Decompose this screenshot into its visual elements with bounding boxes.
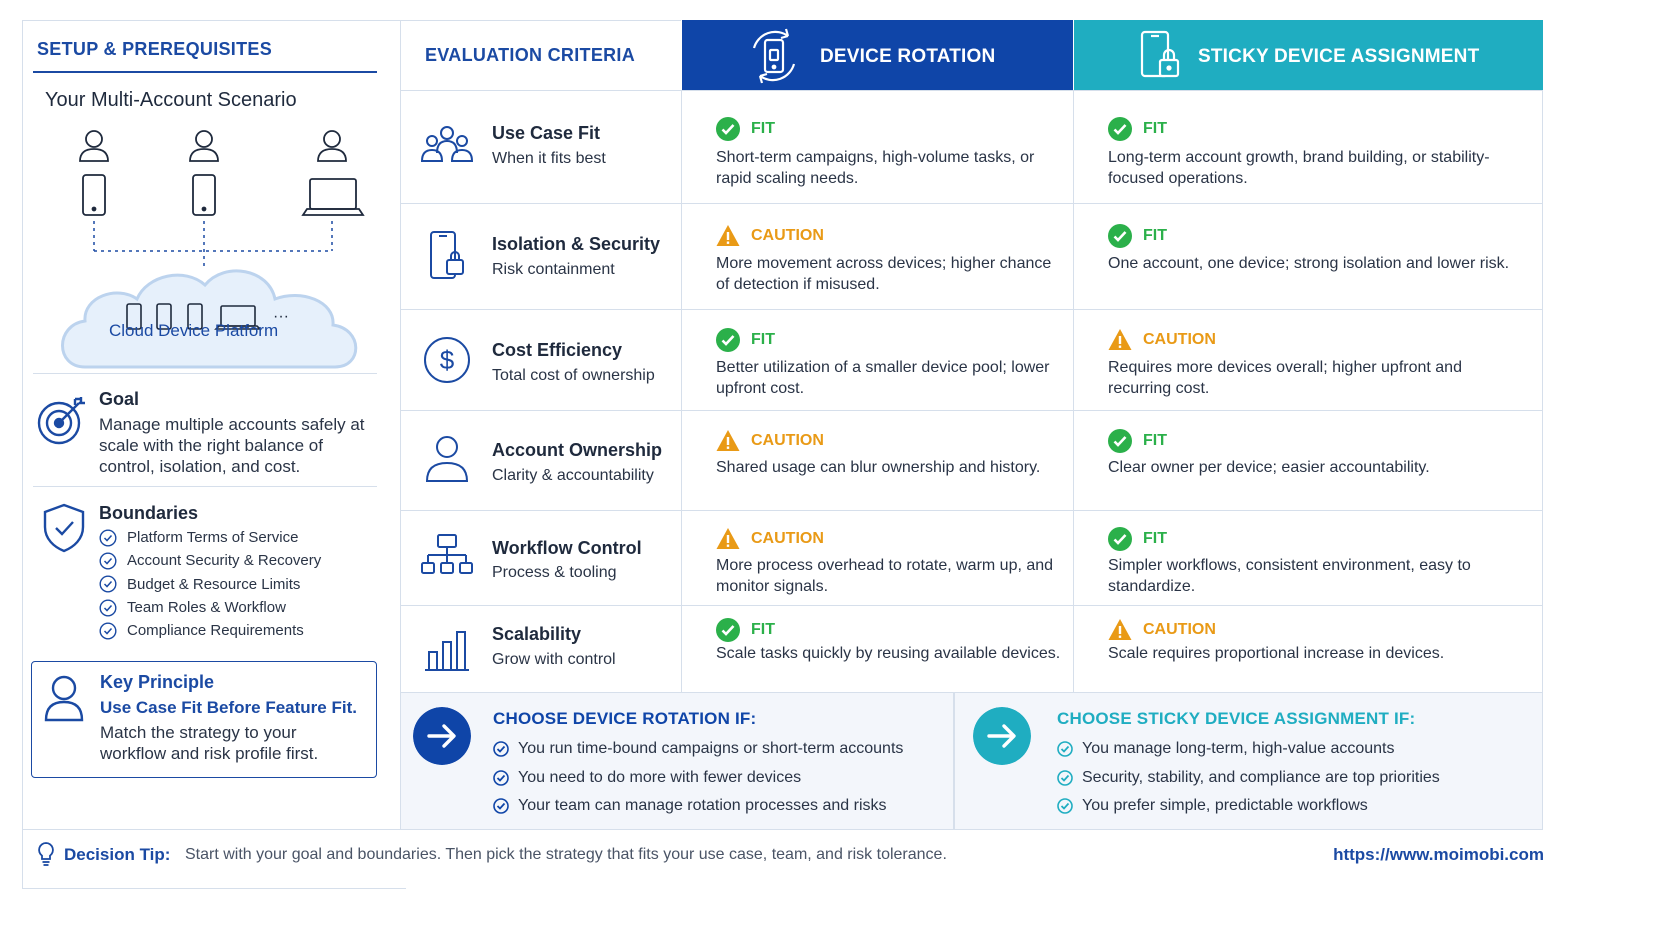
shield-icon (37, 501, 91, 555)
boundary-label: Team Roles & Workflow (127, 599, 286, 617)
table-row (400, 309, 1543, 410)
laptop-icon (303, 179, 363, 215)
status-label: CAUTION (1143, 331, 1216, 348)
cloud-shape (63, 271, 356, 367)
status-label: FIT (1143, 530, 1167, 547)
status-label: FIT (1143, 227, 1167, 244)
warning-icon (1108, 618, 1132, 642)
phone-rotate-icon (744, 26, 804, 86)
check-circle-icon (716, 328, 740, 352)
status-description: Long-term account growth, brand building, or stability-focused operations. (1108, 149, 1490, 187)
criteria-cell (400, 511, 682, 605)
rotation-cell (682, 411, 1074, 510)
scenario-diagram (45, 129, 375, 389)
choose-sticky-list (1057, 735, 1440, 821)
criteria-header (400, 20, 681, 90)
table-row (400, 510, 1543, 605)
rotation-header (682, 20, 1073, 90)
status-description: More process overhead to rotate, warm up, and monitor signals. (716, 557, 1054, 595)
choose-sticky-box (954, 692, 1543, 830)
status-description: One account, one device; strong isolation and lower risk. (1108, 255, 1510, 272)
user-icon (190, 131, 218, 161)
goal-text: Manage multiple accounts safely at scale with the right balance of control, isolation, and cost. (99, 415, 365, 476)
svg-text:$: $ (439, 345, 455, 375)
sticky-cell (1074, 204, 1543, 309)
choose-item-label: You manage long-term, high-value accounts (1082, 740, 1395, 758)
criteria-cell (400, 606, 682, 692)
rotation-cell (682, 310, 1074, 410)
status-label: FIT (751, 120, 775, 137)
boundaries-list (99, 526, 321, 642)
status-label: CAUTION (751, 227, 824, 244)
criteria-header-label: EVALUATION CRITERIA (425, 45, 636, 65)
criteria-title: Cost Efficiency (492, 340, 623, 360)
key-principle-subtitle: Use Case Fit Before Feature Fit. (100, 698, 357, 717)
status-label: FIT (751, 331, 775, 348)
check-circle-icon (1108, 527, 1132, 551)
status-description: More movement across devices; higher chance of detection if misused. (716, 255, 1052, 293)
rotation-cell (682, 606, 1074, 692)
sticky-cell (1074, 606, 1543, 692)
decision-tip-label: Decision Tip: (64, 845, 171, 864)
phone-icon (193, 175, 215, 215)
choose-item-label: You prefer simple, predictable workflows (1082, 797, 1368, 815)
status-badge (716, 618, 775, 642)
status-description: Scale requires proportional increase in devices. (1108, 645, 1445, 662)
phone-lock-icon (419, 228, 475, 284)
check-circle-icon (493, 741, 509, 757)
check-circle-icon (99, 599, 117, 617)
status-badge (716, 429, 824, 453)
criteria-subtitle: Risk containment (492, 261, 615, 278)
check-circle-icon (1108, 117, 1132, 141)
goal-title: Goal (99, 389, 140, 409)
status-label: CAUTION (751, 530, 824, 547)
user-icon (419, 431, 475, 487)
check-circle-icon (1057, 798, 1073, 814)
criteria-subtitle: When it fits best (492, 150, 606, 167)
check-circle-icon (493, 798, 509, 814)
criteria-title: Account Ownership (492, 440, 663, 460)
user-icon (80, 131, 108, 161)
dollar-icon (419, 332, 475, 388)
choose-sticky-title: CHOOSE STICKY DEVICE ASSIGNMENT IF: (1057, 709, 1416, 728)
choose-item-label: You need to do more with fewer devices (518, 768, 802, 786)
status-badge (1108, 117, 1167, 141)
setup-title: SETUP & PREREQUISITES (37, 39, 273, 59)
table-row (400, 90, 1543, 203)
status-badge (1108, 429, 1167, 453)
decision-tip-text: Start with your goal and boundaries. Then pick the strategy that fits your use case, team, and risk tolerance. (185, 846, 947, 863)
scenario-title: Your Multi-Account Scenario (45, 89, 297, 111)
criteria-title: Workflow Control (492, 538, 642, 558)
svg-text:···: ··· (273, 308, 289, 325)
divider (33, 373, 377, 374)
status-label: FIT (751, 621, 775, 638)
status-badge (1108, 618, 1216, 642)
choose-item-label: Security, stability, and compliance are top priorities (1082, 768, 1440, 786)
choose-item-label: Your team can manage rotation processes and risks (518, 797, 887, 815)
criteria-cell (400, 411, 682, 510)
website-link[interactable]: https://www.moimobi.com (1333, 845, 1544, 864)
connector-lines (94, 221, 332, 269)
status-badge (716, 117, 775, 141)
check-circle-icon (716, 117, 740, 141)
user-icon (44, 674, 84, 724)
boundary-label: Account Security & Recovery (127, 552, 322, 570)
check-circle-icon (716, 618, 740, 642)
table-row (400, 203, 1543, 309)
sticky-cell (1074, 411, 1543, 510)
boundary-label: Budget & Resource Limits (127, 575, 301, 593)
check-circle-icon (1108, 224, 1132, 248)
boundary-label: Platform Terms of Service (127, 529, 299, 547)
list-item (493, 735, 903, 764)
list-item (493, 792, 903, 821)
comparison-table (400, 20, 1543, 830)
criteria-title: Scalability (492, 624, 582, 644)
check-circle-icon (1057, 741, 1073, 757)
list-item (1057, 764, 1440, 793)
cloud-label: Cloud Device Platform (109, 321, 279, 340)
boundaries-title: Boundaries (99, 503, 199, 523)
status-description: Clear owner per device; easier accountability. (1108, 459, 1430, 476)
criteria-cell (400, 204, 682, 309)
check-circle-icon (493, 770, 509, 786)
criteria-title: Use Case Fit (492, 123, 601, 143)
warning-icon (1108, 328, 1132, 352)
criteria-subtitle: Clarity & accountability (492, 467, 654, 484)
criteria-subtitle: Total cost of ownership (492, 367, 655, 384)
warning-icon (716, 429, 740, 453)
status-label: FIT (1143, 120, 1167, 137)
table-row (400, 410, 1543, 510)
workflow-icon (419, 529, 475, 585)
setup-title-rule (33, 71, 377, 73)
status-badge (1108, 328, 1216, 352)
status-description: Short-term campaigns, high-volume tasks, or rapid scaling needs. (716, 149, 1035, 187)
status-badge (1108, 224, 1167, 248)
key-principle-title: Key Principle (100, 672, 215, 692)
status-description: Requires more devices overall; higher upfront and recurring cost. (1108, 359, 1462, 397)
choose-rotation-title: CHOOSE DEVICE ROTATION IF: (493, 709, 757, 728)
target-icon (35, 393, 89, 447)
rotation-cell (682, 511, 1074, 605)
phone-lock-icon (1132, 26, 1192, 86)
rotation-header-label: DEVICE ROTATION (820, 46, 996, 67)
choose-rotation-list (493, 735, 903, 821)
list-item (1057, 792, 1440, 821)
list-item (99, 549, 321, 572)
warning-icon (716, 224, 740, 248)
rotation-cell (682, 204, 1074, 309)
sticky-cell (1074, 511, 1543, 605)
check-circle-icon (1057, 770, 1073, 786)
criteria-title: Isolation & Security (492, 234, 661, 254)
bar-chart-icon (419, 622, 475, 678)
lightbulb-icon (36, 841, 56, 867)
status-badge (716, 328, 775, 352)
arrow-right-icon (973, 707, 1031, 765)
warning-icon (716, 527, 740, 551)
table-row (400, 605, 1543, 692)
status-badge (1108, 527, 1167, 551)
status-label: FIT (1143, 432, 1167, 449)
check-circle-icon (99, 575, 117, 593)
status-badge (716, 224, 824, 248)
criteria-cell (400, 310, 682, 410)
status-label: CAUTION (751, 432, 824, 449)
choose-rotation-box (400, 692, 954, 830)
criteria-subtitle: Grow with control (492, 651, 616, 668)
footer-divider (22, 829, 1543, 830)
sticky-cell (1074, 310, 1543, 410)
key-principle-box (31, 661, 377, 778)
status-description: Simpler workflows, consistent environment, easy to standardize. (1108, 557, 1471, 595)
setup-panel (22, 20, 406, 889)
divider (33, 486, 377, 487)
arrow-right-icon (413, 707, 471, 765)
check-circle-icon (99, 529, 117, 547)
sticky-header-label: STICKY DEVICE ASSIGNMENT (1198, 46, 1480, 67)
choose-item-label: You run time-bound campaigns or short-term accounts (518, 740, 904, 758)
users-icon (419, 119, 475, 175)
phone-icon (83, 175, 105, 215)
boundary-label: Compliance Requirements (127, 622, 304, 640)
list-item (1057, 735, 1440, 764)
criteria-subtitle: Process & tooling (492, 564, 617, 581)
check-circle-icon (99, 552, 117, 570)
list-item (99, 526, 321, 549)
status-badge (716, 527, 824, 551)
status-description: Scale tasks quickly by reusing available devices. (716, 645, 1061, 662)
list-item (99, 573, 321, 596)
sticky-cell (1074, 91, 1543, 203)
criteria-cell (400, 91, 682, 203)
status-label: CAUTION (1143, 621, 1216, 638)
status-description: Shared usage can blur ownership and history. (716, 459, 1041, 476)
key-principle-text: Match the strategy to your workflow and risk profile first. (100, 723, 319, 763)
user-icon (318, 131, 346, 161)
list-item (493, 764, 903, 793)
list-item (99, 596, 321, 619)
check-circle-icon (1108, 429, 1132, 453)
list-item (99, 619, 321, 642)
check-circle-icon (99, 622, 117, 640)
rotation-cell (682, 91, 1074, 203)
status-description: Better utilization of a smaller device pool; lower upfront cost. (716, 359, 1050, 397)
sticky-header (1074, 20, 1543, 90)
